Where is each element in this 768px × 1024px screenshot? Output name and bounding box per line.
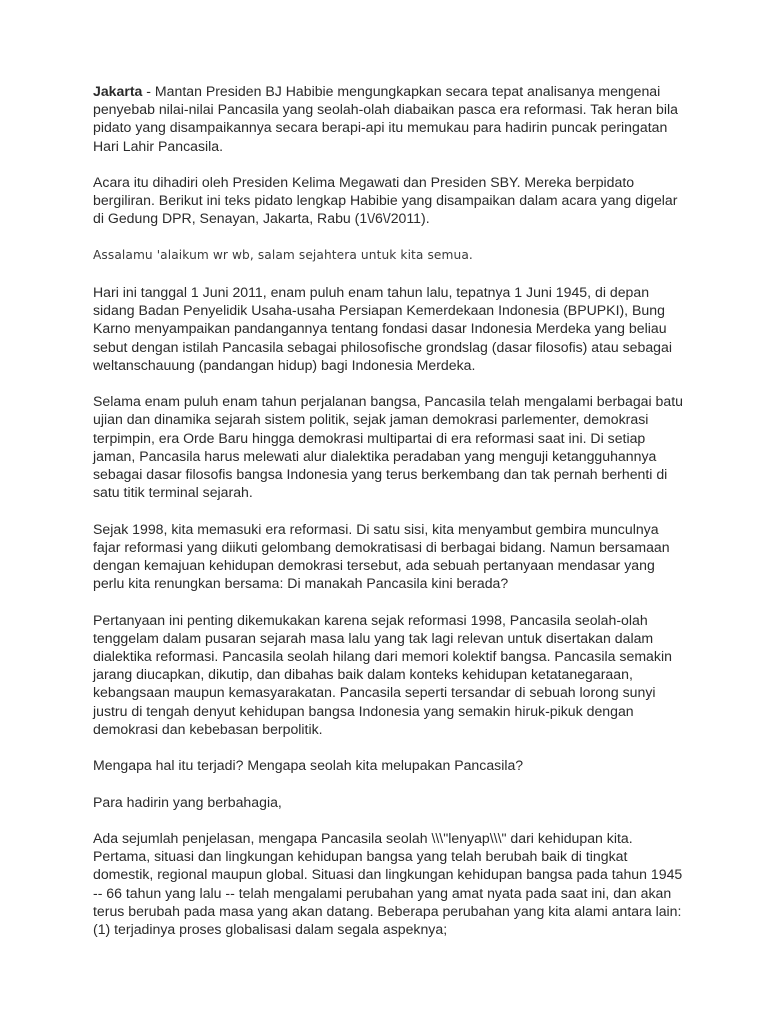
paragraph-reform: Sejak 1998, kita memasuki era reformasi. Di satu sisi, kita menyambut gembira munculnya fajar reformasi yang diikuti gelombang demokratisasi di berbagai bidang. Namun bersamaan dengan kemajuan kehidupan demokrasi tersebut, ada sebuah pertanyaan mendasar yang perlu kita renungkan bersama: Di manakah Pancasila kini berada?: [93, 520, 670, 592]
lead-text: - Mantan Presiden BJ Habibie mengungkapkan secara tepat analisanya mengenai penyebab nilai-nilai Pancasila yang seolah-olah diabaikan pasca era reformasi. Tak heran bila pidato yang disampaikannya secara berapi-api itu memukau para hadirin puncak peringatan Hari Lahir Pancasila.: [93, 83, 678, 154]
article-body: [93, 82, 683, 938]
paragraph-explanation: Ada sejumlah penjelasan, mengapa Pancasila seolah \\\"lenyap\\\" dari kehidupan kita. Pertama, situasi dan lingkungan kehidupan bangsa yang telah berubah baik di tingkat domestik, regional maupun global. Situasi dan lingkungan kehidupan bangsa pada tahun 1945 -- 66 tahun yang lalu -- telah mengalami perubahan yang amat nyata pada saat ini, dan akan terus berubah pada masa yang akan datang. Beberapa perubahan yang kita alami antara lain:: [93, 830, 683, 919]
paragraph-why: Mengapa hal itu terjadi? Mengapa seolah kita melupakan Pancasila?: [93, 757, 524, 774]
list-item-globalization: (1) terjadinya proses globalisasi dalam segala aspeknya;: [93, 921, 448, 938]
lead-paragraph: [93, 82, 683, 155]
paragraph-audience: Para hadirin yang berbahagia,: [93, 793, 282, 810]
dateline: Jakarta: [93, 83, 143, 99]
paragraph-greeting: Assalamu 'alaikum wr wb, salam sejahtera untuk kita semua.: [93, 247, 473, 262]
paragraph-event: Acara itu dihadiri oleh Presiden Kelima Megawati dan Presiden SBY. Mereka berpidato bergiliran. Berikut ini teks pidato lengkap Habibie yang disampaikan dalam acara yang digelar di Gedung DPR, Senayan, Jakarta, Rabu (1\/6\/2011).: [93, 174, 678, 227]
paragraph-journey: Selama enam puluh enam tahun perjalanan bangsa, Pancasila telah mengalami berbagai batu ujian dan dinamika sejarah sistem politik, sejak jaman demokrasi parlementer, demokrasi terpimpin, era Orde Baru hingga demokrasi multipartai di era reformasi saat ini. Di setiap jaman, Pancasila harus melewati alur dialektika peradaban yang menguji ketangguhannya sebagai dasar filosofis bangsa Indonesia yang terus berkembang dan tak pernah berhenti di satu titik terminal sejarah.: [93, 393, 683, 501]
paragraph-history: Hari ini tanggal 1 Juni 2011, enam puluh enam tahun lalu, tepatnya 1 Juni 1945, di depan sidang Badan Penyelidik Usaha-usaha Persiapan Kemerdekaan Indonesia (BPUPKI), Bung Karno menyampaikan pandangannya tentang fondasi dasar Indonesia Merdeka yang beliau sebut dengan istilah Pancasila sebagai philosofische grondslag (dasar filosofis) atau sebagai weltanschauung (pandangan hidup) bagi Indonesia Merdeka.: [93, 284, 672, 373]
paragraph-question: Pertanyaan ini penting dikemukakan karena sejak reformasi 1998, Pancasila seolah-olah tenggelam dalam pusaran sejarah masa lalu yang tak lagi relevan untuk disertakan dalam dialektika reformasi. Pancasila seolah hilang dari memori kolektif bangsa. Pancasila semakin jarang diucapkan, dikutip, dan dibahas baik dalam konteks kehidupan ketatanegaraan, kebangsaan maupun kemasyarakatan. Pancasila seperti tersandar di sebuah lorong sunyi justru di tengah denyut kehidupan bangsa Indonesia yang semakin hiruk-pikuk dengan demokrasi dan kebebasan berpolitik.: [93, 611, 672, 737]
